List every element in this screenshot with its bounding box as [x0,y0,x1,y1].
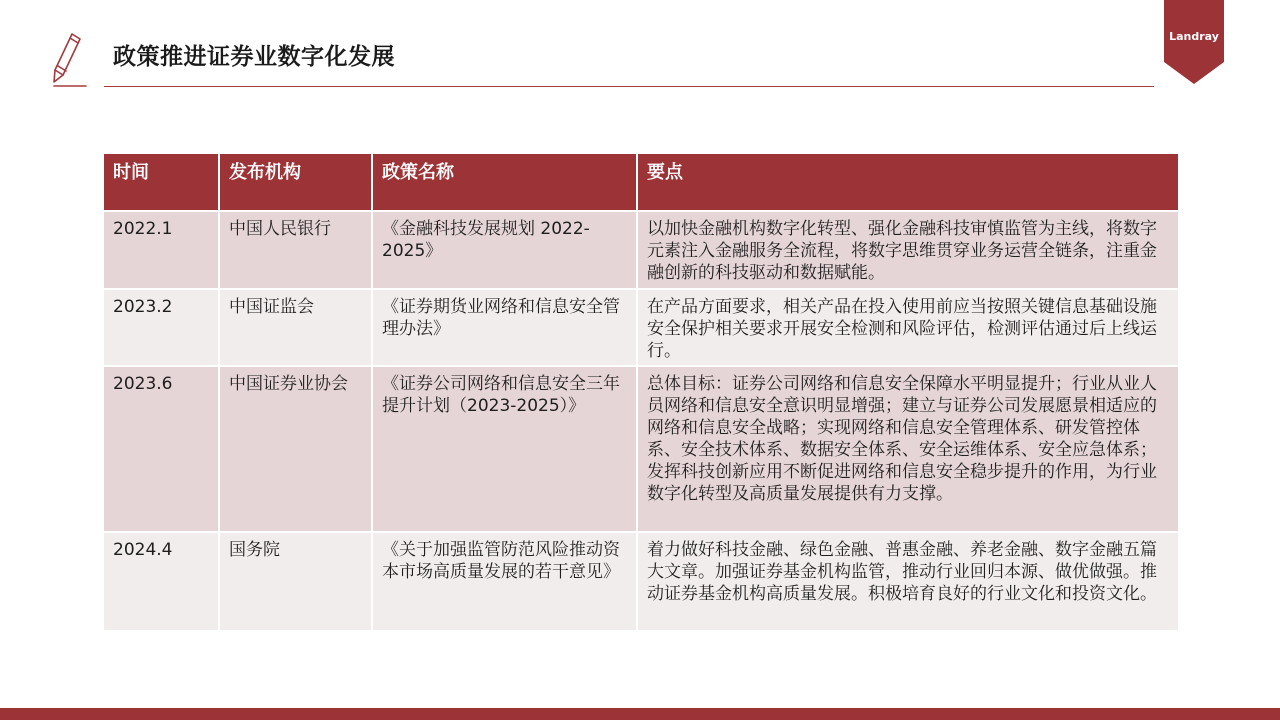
page-title: 政策推进证券业数字化发展 [113,44,395,70]
cell-time: 2023.2 [103,289,219,366]
table-row [103,289,1179,366]
table-row [103,366,1179,532]
cell-time: 2023.6 [103,366,219,532]
table-row [103,532,1179,631]
policy-table [102,152,1180,632]
col-header-time: 时间 [103,153,219,211]
cell-issuer: 中国证监会 [219,289,372,366]
pencil-icon [50,30,90,88]
brand-logo-text: Landray [1169,30,1219,43]
cell-key-points: 以加快金融机构数字化转型、强化金融科技审慎监管为主线，将数字元素注入金融服务全流程，将数字思维贯穿业务运营全链条，注重金融创新的科技驱动和数据赋能。 [637,211,1179,289]
cell-key-points: 在产品方面要求，相关产品在投入使用前应当按照关键信息基础设施安全保护相关要求开展安全检测和风险评估，检测评估通过后上线运行。 [637,289,1179,366]
footer-bar [0,708,1280,720]
col-header-key-points: 要点 [637,153,1179,211]
cell-issuer: 中国人民银行 [219,211,372,289]
title-divider [104,86,1154,87]
cell-policy-name: 《金融科技发展规划 2022-2025》 [372,211,637,289]
cell-policy-name: 《证券期货业网络和信息安全管理办法》 [372,289,637,366]
col-header-issuer: 发布机构 [219,153,372,211]
table-row [103,211,1179,289]
cell-time: 2024.4 [103,532,219,631]
cell-issuer: 国务院 [219,532,372,631]
cell-policy-name: 《关于加强监管防范风险推动资本市场高质量发展的若干意见》 [372,532,637,631]
cell-key-points: 着力做好科技金融、绿色金融、普惠金融、养老金融、数字金融五篇大文章。加强证券基金机构监管，推动行业回归本源、做优做强。推动证券基金机构高质量发展。积极培育良好的行业文化和投资文化。 [637,532,1179,631]
col-header-policy-name: 政策名称 [372,153,637,211]
cell-time: 2022.1 [103,211,219,289]
cell-policy-name: 《证券公司网络和信息安全三年提升计划（2023-2025）》 [372,366,637,532]
cell-issuer: 中国证券业协会 [219,366,372,532]
table-header-row [103,153,1179,211]
cell-key-points: 总体目标：证券公司网络和信息安全保障水平明显提升；行业从业人员网络和信息安全意识明显增强；建立与证券公司发展愿景相适应的网络和信息安全战略；实现网络和信息安全管理体系、研发管控体系、安全技术体系、数据安全体系、安全运维体系、安全应急体系；发挥科技创新应用不断促进网络和信息安全稳步提升的作用，为行业数字化转型及高质量发展提供有力支撑。 [637,366,1179,532]
